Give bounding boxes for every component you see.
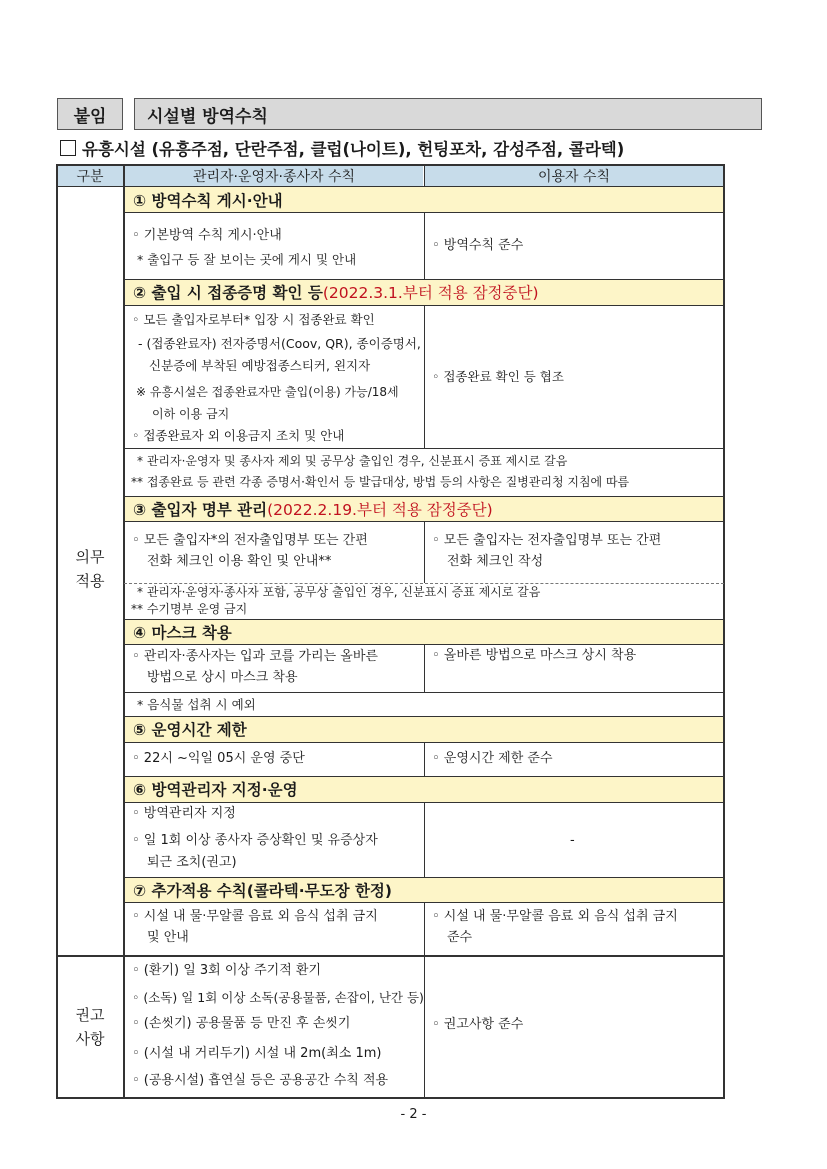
- rec-left-3: ◦ (손씻기) 공용물품 등 만진 후 손씻기: [132, 1016, 351, 1031]
- s6-left-1: ◦ 방역관리자 지정: [132, 806, 236, 821]
- s6-right: -: [570, 833, 575, 848]
- checkbox-square-icon: [60, 140, 76, 156]
- s2-left-2: - (접종완료자) 전자증명서(Coov, QR), 종이증명서,: [138, 336, 421, 351]
- s2-left-3: 신분증에 부착된 예방접종스티커, 왼지자: [149, 358, 371, 373]
- s4-left: ◦ 관리자·종사자는 입과 코를 가리는 올바른 방법으로 상시 마스크 착용: [132, 649, 378, 685]
- rec-left-2: ◦ (소독) 일 1회 이상 소독(공용물품, 손잡이, 난간 등): [132, 990, 424, 1005]
- s2-left-5: 이하 이용 금지: [152, 407, 230, 421]
- s2-right: ◦ 접종완료 확인 등 협조: [432, 369, 564, 384]
- category-recommended: 권고 사항: [75, 1006, 105, 1048]
- s6-left-2: ◦ 일 1회 이상 종사자 증상확인 및 유증상자: [132, 833, 378, 848]
- section-6-title: ⑥ 방역관리자 지정·운영: [125, 776, 723, 802]
- rec-left-4: ◦ (시설 내 거리두기) 시설 내 2m(최소 1m): [132, 1046, 382, 1061]
- s3-note-1: * 관리자·운영자·종사자 포함, 공무상 출입인 경우, 신분표시 증표 제시로 갈음: [137, 585, 541, 599]
- rec-left-1: ◦ (환기) 일 3회 이상 주기적 환기: [132, 963, 322, 978]
- s1-left-2: * 출입구 등 잘 보이는 곳에 게시 및 안내: [137, 252, 357, 267]
- section-7-title: ⑦ 추가적용 수칙(콜라텍·무도장 한정): [125, 877, 723, 902]
- s7-right: ◦ 시설 내 물·무알콜 음료 외 음식 섭취 금지 준수: [432, 909, 678, 945]
- s6-left-3: 퇴근 조치(권고): [147, 855, 237, 870]
- s4-note: * 음식물 섭취 시 예외: [137, 697, 256, 712]
- s2-note-1: * 관리자·운영자 및 종사자 제외 및 공무상 출입인 경우, 신분표시 증표 제시로 갈음: [137, 454, 568, 468]
- header-user-rules: 이용자 수칙: [425, 165, 723, 186]
- s3-right: ◦ 모든 출입자는 전자출입명부 또는 간편 전화 체크인 작성: [432, 533, 662, 569]
- header-manager-rules: 관리자·운영자·종사자 수칙: [125, 165, 423, 186]
- attachment-title: 시설별 방역수칙: [134, 98, 762, 130]
- s5-left: ◦ 22시 ~익일 05시 운영 중단: [132, 751, 305, 766]
- s2-left-6: ◦ 접종완료자 외 이용금지 조치 및 안내: [132, 428, 345, 443]
- s1-right: ◦ 방역수칙 준수: [432, 238, 524, 253]
- rec-left-5: ◦ (공용시설) 흡연실 등은 공용공간 수칙 적용: [132, 1073, 389, 1088]
- attachment-tag: 붙임: [57, 98, 123, 130]
- s2-note-2: ** 접종완료 등 관련 각종 증명서·확인서 등 발급대상, 방법 등의 사항은 질병관리청 지침에 따름: [131, 475, 630, 489]
- rec-right: ◦ 권고사항 준수: [432, 1017, 524, 1032]
- category-mandatory: 의무 적용: [75, 548, 105, 590]
- section-heading: 유흥시설 (유흥주점, 단란주점, 클럽(나이트), 헌팅포차, 감성주점, 콜라텍): [60, 136, 624, 160]
- page-number: - 2 -: [400, 1107, 427, 1122]
- s3-note-2: ** 수기명부 운영 금지: [131, 602, 248, 616]
- section-1-title: ① 방역수칙 게시·안내: [125, 187, 723, 212]
- header-category: 구분: [57, 165, 123, 186]
- s3-left: ◦ 모든 출입자*의 전자출입명부 또는 간편 전화 체크인 이용 확인 및 안내**: [132, 533, 368, 569]
- s5-right: ◦ 운영시간 제한 준수: [432, 751, 553, 766]
- s4-right: ◦ 올바른 방법으로 마스크 상시 착용: [432, 648, 637, 663]
- s2-left-1: ◦ 모든 출입자로부터* 입장 시 접종완료 확인: [132, 312, 375, 327]
- section-5-title: ⑤ 운영시간 제한: [125, 716, 723, 742]
- s2-left-4: ※ 유흥시설은 접종완료자만 출입(이용) 가능/18세: [136, 385, 399, 399]
- s7-left: ◦ 시설 내 물·무알콜 음료 외 음식 섭취 금지 및 안내: [132, 909, 378, 945]
- s1-left-1: ◦ 기본방역 수칙 게시·안내: [132, 228, 282, 243]
- section-4-title: ④ 마스크 착용: [125, 619, 723, 644]
- section-2-title: ② 출입 시 접종증명 확인 등 (2022.3.1.부터 적용 잠정중단): [125, 279, 723, 305]
- section-3-title: ③ 출입자 명부 관리 (2022.2.19.부터 적용 잠정중단): [125, 496, 723, 521]
